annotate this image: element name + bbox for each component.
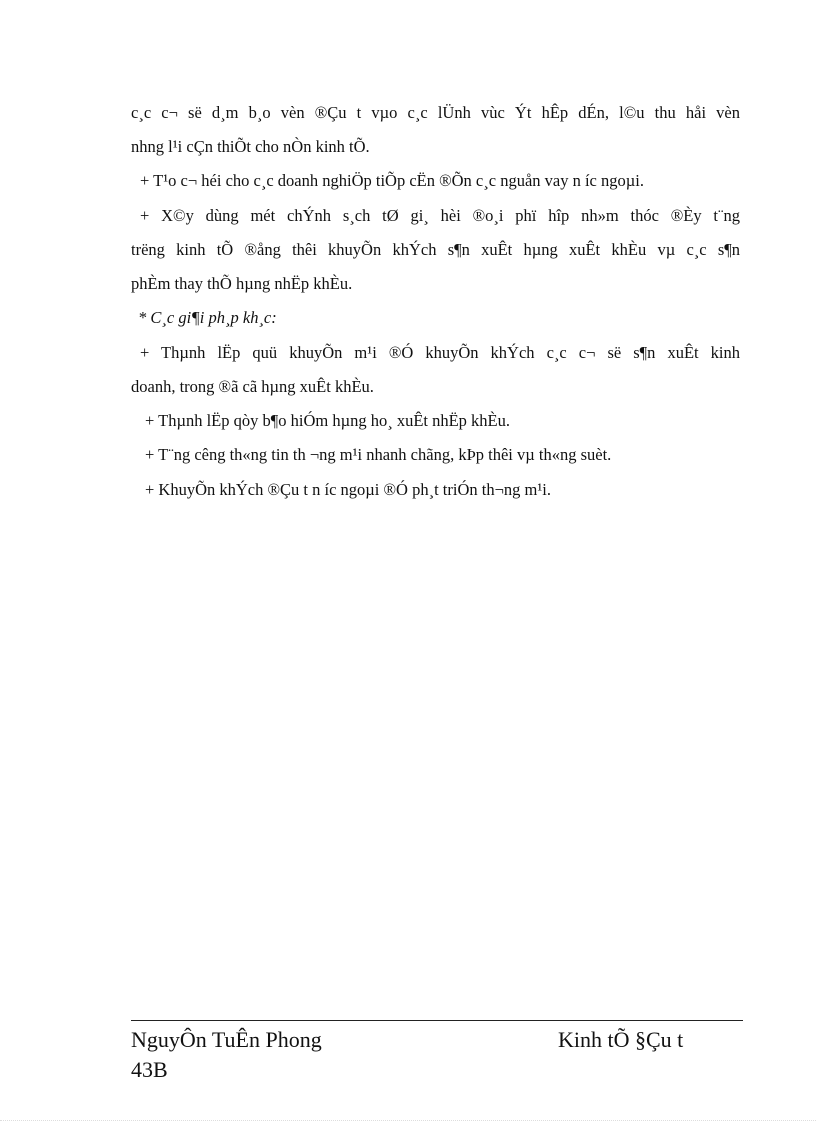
paragraph-line-2: nhng l¹i cÇn thiÕt cho nÒn kinh tÕ. xyxy=(131,137,370,156)
page-edge-divider xyxy=(0,1120,816,1121)
paragraph-line-1: c¸c c¬ së d¸m b¸o vèn ®Çu t vµo c¸c lÜnh vùc Ýt hÊp dÉn, l©u thu håi vèn xyxy=(131,103,740,122)
paragraph-line-4: + X©y dùng mét chÝnh s¸ch tØ gi¸ hèi ®o¸i phï hîp nh»m thóc ®Èy t¨ng xyxy=(140,206,740,225)
footer-subject: Kinh tÕ §Çu t xyxy=(558,1027,684,1052)
paragraph-line-11: + T¨ng cêng th«ng tin th ¬ng m¹i nhanh chãng, kÞp thêi vµ th«ng suèt. xyxy=(145,445,612,464)
paragraph-line-12: + KhuyÕn khÝch ®Çu t n íc ngoµi ®Ó ph¸t triÓn th¬ng m¹i. xyxy=(145,480,551,499)
footer-divider xyxy=(131,1020,743,1021)
paragraph-line-5: trëng kinh tÕ ®ång thêi khuyÕn khÝch s¶n xuÊt hµng xuÊt khÈu vµ c¸c s¶n xyxy=(131,240,740,259)
footer-class-code: 43B xyxy=(131,1057,168,1082)
footer-author: NguyÔn TuÊn Phong xyxy=(131,1027,322,1052)
paragraph-line-10: + Thµnh lËp qòy b¶o hiÓm hµng ho¸ xuÊt nhËp khÈu. xyxy=(145,411,511,430)
paragraph-line-6: phÈm thay thÕ hµng nhËp khÈu. xyxy=(131,274,353,293)
paragraph-line-9: doanh, trong ®ã cã hµng xuÊt khÈu. xyxy=(131,377,374,396)
paragraph-line-3: + T¹o c¬ héi cho c¸c doanh nghiÖp tiÕp cËn ®Õn c¸c nguån vay n íc ngoµi. xyxy=(140,171,644,190)
paragraph-line-8: + Thµnh lËp quü khuyÕn m¹i ®Ó khuyÕn khÝch c¸c c¬ së s¶n xuÊt kinh xyxy=(140,343,740,362)
section-heading: * C¸c gi¶i ph¸p kh¸c: xyxy=(138,308,277,327)
